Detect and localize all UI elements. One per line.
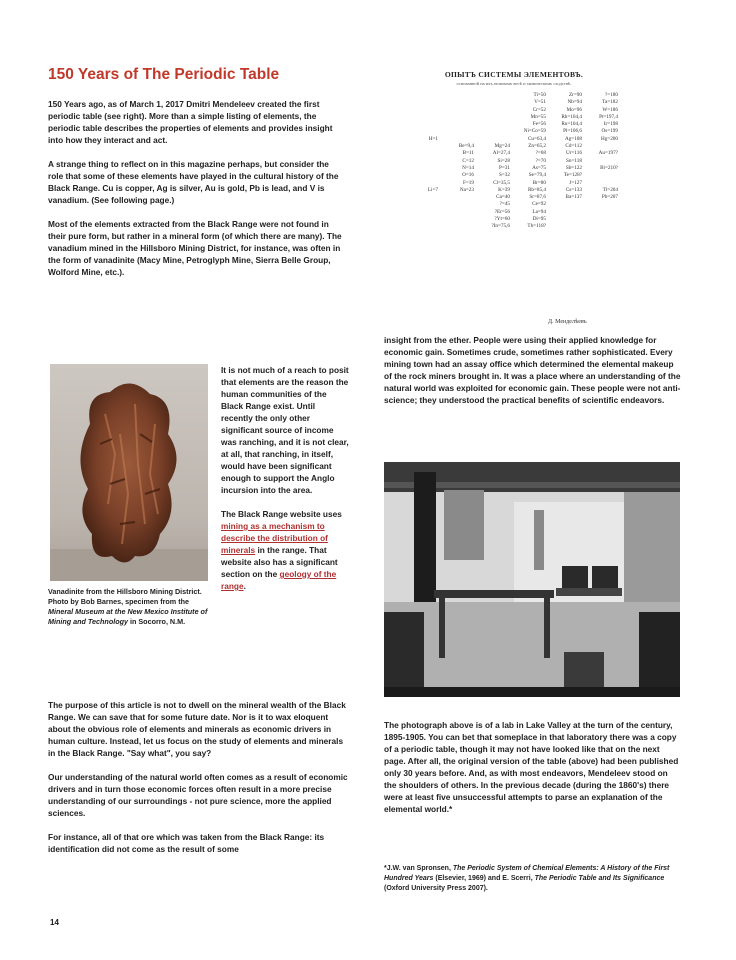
paragraph-website — [221, 508, 349, 592]
periodic-table-row — [408, 114, 620, 121]
paragraph-purpose: The purpose of this article is not to dwell on the mineral wealth of the Black Range. We can save that for some future date. Nor is it to wax eloquent about the obvious role of elements and minerals as economic drivers in human culture. Instead, let us focus on the study of elements and minerals in the Black Range. "Say what", you say? — [48, 700, 346, 758]
periodic-table-row — [408, 223, 620, 230]
element-cell — [438, 92, 474, 99]
element-cell: Br=80 — [532, 179, 546, 186]
page-number: 14 — [50, 918, 59, 927]
side-column — [221, 364, 349, 592]
periodic-table-row — [408, 128, 620, 135]
element-cell — [474, 114, 510, 121]
element-cell — [438, 216, 474, 223]
element-cell: Sn=118 — [566, 157, 582, 164]
element-cell — [438, 201, 474, 208]
periodic-table-row — [408, 143, 620, 150]
caption-text: Vanadinite from the Hillsboro Mining District. Photo by Bob Barnes, specimen from the — [48, 587, 202, 606]
element-cell: Cd=112 — [565, 143, 582, 150]
element-cell — [408, 172, 438, 179]
element-cell — [582, 216, 618, 223]
element-cell: Ru=104,4 — [561, 121, 582, 128]
element-cell: Zr=90 — [568, 92, 582, 98]
footnote-text-mid: (Elsevier, 1969) and E. Scerri, — [433, 875, 535, 882]
element-cell — [408, 158, 438, 165]
element-cell: Di=95 — [532, 216, 546, 223]
paragraph-intro: 150 Years ago, as of March 1, 2017 Dmitri Mendeleev created the first periodic table (see right). More than a simple listing of elements, the periodic table describes the properties of elements and provides insight into how they interact and act. — [48, 99, 333, 145]
element-cell: Al=27,4 — [492, 150, 510, 157]
element-cell — [474, 121, 510, 128]
footnote-text-end: (Oxford University Press 2007). — [384, 885, 488, 892]
paragraph-elements: A strange thing to reflect on in this magazine perhaps, but consider the role that some of these elements have played in the cultural history of the Black Range. Cu is copper, Ag is silver, Au is gold, Pb is lead, and V is vanadium. (See following page.) — [48, 159, 339, 205]
mining-link[interactable]: mining as a mechanism to describe the distribution of minerals — [221, 521, 328, 555]
element-cell — [474, 107, 510, 114]
element-cell — [438, 223, 474, 230]
element-cell — [582, 158, 618, 165]
element-cell: K=39 — [498, 186, 510, 193]
periodic-table-row — [408, 180, 620, 187]
element-cell: Ag=108 — [564, 135, 582, 142]
periodic-table-heading: ОПЫТЪ СИСТЕМЫ ЭЛЕМЕНТОВЪ. — [444, 70, 584, 79]
element-cell — [408, 107, 438, 114]
element-cell: Nb=94 — [567, 99, 582, 106]
footnote — [384, 864, 680, 894]
element-cell: P=31 — [499, 164, 510, 171]
element-cell — [582, 172, 618, 179]
element-cell: Ir=198 — [603, 121, 618, 128]
element-cell — [546, 216, 582, 223]
element-cell — [438, 107, 474, 114]
element-cell — [408, 165, 438, 172]
website-text-end: . — [243, 581, 246, 591]
element-cell: Pb=207 — [601, 194, 618, 201]
periodic-table-row — [408, 165, 620, 172]
periodic-table-row — [408, 158, 620, 165]
periodic-table-row — [408, 216, 620, 223]
element-cell: Rh=104,4 — [561, 113, 582, 120]
element-cell: B=11 — [462, 150, 474, 157]
element-cell — [582, 180, 618, 187]
element-cell: Ur=116 — [566, 150, 582, 157]
element-cell — [438, 136, 474, 143]
element-cell — [408, 150, 438, 157]
element-cell: Ca=40 — [496, 194, 510, 201]
element-cell: As=75 — [532, 164, 546, 171]
element-cell: Pl=106,6 — [563, 128, 582, 135]
element-cell: Ce=92 — [532, 201, 546, 208]
element-cell: Sb=122 — [565, 164, 582, 171]
element-cell: V=51 — [534, 99, 546, 106]
element-cell: Te=128? — [563, 172, 582, 179]
element-cell — [582, 143, 618, 150]
right-column-top — [384, 334, 682, 406]
element-cell — [546, 209, 582, 216]
periodic-table-subheading: основанной на ихъ атомномъ весѣ и химическомъ сходствѣ. — [456, 81, 572, 86]
element-cell: La=94 — [532, 208, 546, 215]
element-cell — [408, 209, 438, 216]
website-text-mid: in the range. That website also has a significant section on the — [221, 545, 338, 579]
element-cell: ?In=75,6 — [491, 223, 510, 230]
element-cell — [438, 114, 474, 121]
element-cell — [546, 201, 582, 208]
element-cell: Cl=35,5 — [493, 179, 510, 186]
paragraph-communities: It is not much of a reach to posit that elements are the reason the human communities of the Black Range exist. Until recently the only other significant source of income was ranching, and it is not clear, at all, that ranching, in itself, would have been significant enough to support the Anglo incursion into the area. — [221, 365, 349, 495]
paragraph-insight: insight from the ether. People were using their applied knowledge for economic gain. Sometimes crude, sometimes rather sophisticated. Every mining town had an assay office which determined the elemental makeup of the rock miners brought in. It was a place where an understanding of the natural world was exploited for economic gain. These people were not anti-science; they understood the practical benefits of scientific endeavors. — [384, 335, 681, 405]
element-cell: Pt=197,4 — [599, 113, 618, 120]
element-cell: S=32 — [499, 172, 510, 179]
element-cell — [438, 99, 474, 106]
footnote-book2: The Periodic Table and Its Significance — [534, 875, 665, 882]
element-cell — [408, 128, 438, 135]
footnote-book1: The Periodic System of Chemical Elements: A History of the First Hundred Years — [384, 865, 670, 882]
caption-location: in Socorro, N.M. — [128, 617, 186, 626]
periodic-table-row — [408, 150, 620, 157]
vanadinite-photo — [50, 364, 208, 581]
element-cell — [474, 99, 510, 106]
paragraph-ore: For instance, all of that ore which was taken from the Black Range: its identification did not come as the result of some — [48, 832, 325, 854]
periodic-table-author: Д. Менделѣевъ — [548, 319, 587, 325]
element-cell — [408, 216, 438, 223]
article-title: 150 Years of The Periodic Table — [48, 66, 280, 83]
element-cell — [408, 92, 438, 99]
left-column-bottom — [48, 699, 348, 855]
element-cell: ?Er=56 — [494, 208, 510, 215]
element-cell: Si=28 — [497, 157, 510, 164]
element-cell — [438, 194, 474, 201]
element-cell: Zn=65,2 — [528, 143, 546, 150]
periodic-table-grid — [408, 92, 620, 231]
periodic-table-row — [408, 187, 620, 194]
periodic-table-row — [408, 99, 620, 106]
element-cell — [474, 128, 510, 135]
element-cell: Mo=96 — [566, 106, 582, 113]
periodic-table-row — [408, 92, 620, 99]
element-cell: W=186 — [602, 106, 618, 113]
element-cell — [408, 180, 438, 187]
element-cell: ?=180 — [604, 92, 618, 98]
paragraph-minerals: Most of the elements extracted from the Black Range were not found in their pure form, but rather in a mineral form (of which there are many). The vanadium mined in the Hillsboro Mining District, for instance, was often in the form of vanadinite (Macy Mine, Petroglyph Mine, Sierra Belle Group, Wolford Mine, etc.). — [48, 219, 342, 277]
footnote-text: *J.W. van Spronsen, — [384, 865, 453, 872]
element-cell: Na=23 — [459, 186, 474, 193]
element-cell: Ba=137 — [565, 194, 582, 201]
element-cell: Mg=24 — [494, 143, 510, 150]
element-cell — [438, 128, 474, 135]
caption-museum: Mineral Museum at the New Mexico Institute of Mining and Technology — [48, 607, 208, 626]
periodic-table-image — [408, 70, 620, 298]
element-cell: Au=197? — [598, 150, 618, 157]
element-cell: Hg=200 — [600, 135, 618, 142]
element-cell — [408, 114, 438, 121]
element-cell: C=12 — [462, 157, 474, 164]
element-cell: Cs=133 — [565, 186, 582, 193]
element-cell: Cu=63,4 — [527, 135, 546, 142]
periodic-table-row — [408, 121, 620, 128]
element-cell — [408, 201, 438, 208]
element-cell — [582, 201, 618, 208]
element-cell: Th=118? — [527, 223, 546, 230]
right-column-bottom — [384, 719, 682, 815]
element-cell: ?=45 — [499, 201, 510, 208]
website-text: The Black Range website uses — [221, 509, 342, 519]
element-cell: Tl=204 — [602, 186, 618, 193]
element-cell: ?Yt=60 — [494, 216, 510, 223]
element-cell: Cr=52 — [532, 106, 546, 113]
paragraph-lab-photo: The photograph above is of a lab in Lake Valley at the turn of the century, 1895-1905. You can bet that someplace in that laboratory there was a copy of a periodic table, though it may not have looked like that on the next page. After all, the original version of the table (above) had been published only 30 years before. And, as with most endeavors, Mendeleev stood on the shoulders of others. In the previous decade (during the 1860's) there were at least five unsuccessful attempts to parse an explanation of the elemental world.* — [384, 720, 679, 814]
element-cell — [408, 223, 438, 230]
element-cell: Se=79,4 — [528, 172, 546, 179]
element-cell: Os=199 — [601, 128, 618, 135]
element-cell — [408, 194, 438, 201]
periodic-table-row — [408, 107, 620, 114]
periodic-table-row — [408, 172, 620, 179]
element-cell — [546, 223, 582, 230]
element-cell — [408, 143, 438, 150]
element-cell: Ta=182 — [602, 99, 618, 106]
element-cell: Li=7 — [427, 186, 438, 193]
element-cell: F=19 — [463, 179, 474, 186]
element-cell — [438, 121, 474, 128]
element-cell — [582, 209, 618, 216]
lab-photo — [384, 462, 680, 697]
element-cell: H=1 — [428, 135, 438, 142]
element-cell: Be=9,4 — [458, 143, 474, 150]
element-cell — [474, 92, 510, 99]
left-column-top — [48, 98, 344, 278]
element-cell: O=16 — [462, 172, 474, 179]
element-cell: Sr=87,6 — [529, 194, 546, 201]
element-cell: J=127 — [569, 179, 582, 186]
element-cell: ?=68 — [535, 150, 546, 157]
geology-link[interactable]: geology of the range — [221, 569, 337, 591]
element-cell — [474, 136, 510, 143]
element-cell: Ti=50 — [533, 92, 546, 98]
element-cell: ?=70 — [535, 157, 546, 164]
element-cell: N=14 — [462, 164, 474, 171]
element-cell — [438, 209, 474, 216]
element-cell — [408, 99, 438, 106]
element-cell — [408, 121, 438, 128]
element-cell: Bi=210? — [600, 164, 618, 171]
paragraph-understanding: Our understanding of the natural world often comes as a result of economic drivers and in turn those economic forces often result in a more precise understanding of our surroundings - not pure science, more the applied sciences. — [48, 772, 348, 818]
element-cell: Rb=85,4 — [527, 186, 546, 193]
element-cell: Mn=55 — [530, 113, 546, 120]
periodic-table-row — [408, 209, 620, 216]
periodic-table-row — [408, 194, 620, 201]
element-cell: Ni=Co=59 — [523, 128, 546, 135]
periodic-table-row — [408, 201, 620, 208]
element-cell — [582, 223, 618, 230]
element-cell: Fe=56 — [532, 121, 546, 128]
photo-caption — [48, 587, 208, 627]
periodic-table-row — [408, 136, 620, 143]
